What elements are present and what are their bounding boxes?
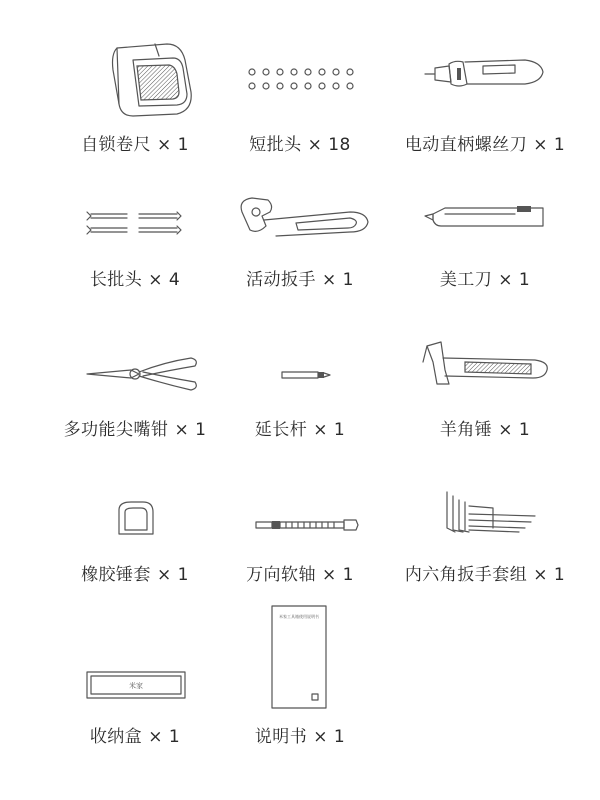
item-label: 内六角扳手套组 × 1 — [404, 565, 566, 585]
item-label: 延长杆 × 1 — [254, 420, 346, 440]
item-label: 活动扳手 × 1 — [246, 270, 354, 290]
hex-key-set-icon — [385, 490, 585, 560]
item-label: 万向软轴 × 1 — [246, 565, 354, 585]
utility-knife-icon — [385, 190, 585, 260]
item-electric-screwdriver — [385, 30, 585, 160]
item-manual — [200, 600, 400, 760]
item-adjustable-wrench — [200, 190, 400, 300]
item-label: 橡胶锤套 × 1 — [81, 565, 189, 585]
item-claw-hammer — [385, 340, 585, 450]
extension-rod-icon — [200, 340, 400, 410]
item-hex-key-set — [385, 490, 585, 600]
svg-text:米家: 米家 — [129, 682, 143, 690]
item-label: 美工刀 × 1 — [439, 270, 531, 290]
claw-hammer-icon — [385, 340, 585, 410]
item-label: 电动直柄螺丝刀 × 1 — [404, 135, 566, 155]
short-bits-icon — [200, 30, 400, 125]
item-label: 收纳盒 × 1 — [89, 727, 181, 747]
item-extension-rod — [200, 340, 400, 450]
item-label: 长批头 × 4 — [89, 270, 181, 290]
item-label: 短批头 × 18 — [249, 135, 351, 155]
electric-screwdriver-icon — [385, 30, 585, 125]
item-short-bits — [200, 30, 400, 160]
item-flexible-shaft — [200, 490, 400, 600]
item-label: 说明书 × 1 — [254, 727, 346, 747]
item-label: 自锁卷尺 × 1 — [81, 135, 189, 155]
item-label: 羊角锤 × 1 — [439, 420, 531, 440]
adjustable-wrench-icon — [200, 190, 400, 260]
flexible-shaft-icon — [200, 490, 400, 560]
item-label: 多功能尖嘴钳 × 1 — [63, 420, 207, 440]
svg-text:米家工具箱使用说明书: 米家工具箱使用说明书 — [279, 614, 319, 619]
manual-icon — [200, 600, 400, 715]
item-utility-knife — [385, 190, 585, 300]
